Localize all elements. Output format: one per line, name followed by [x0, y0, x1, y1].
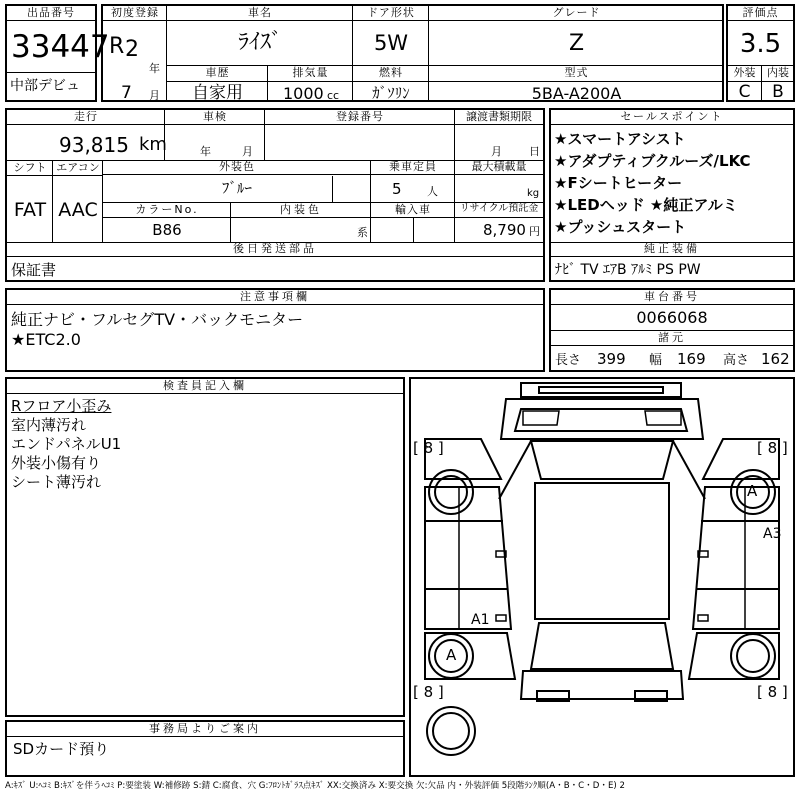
equipment-label: 純正装備: [551, 242, 793, 257]
chassis-box: [549, 288, 795, 372]
height-label: 高さ: [723, 353, 750, 368]
doc-day-unit: 日: [529, 145, 540, 158]
era: R: [109, 34, 125, 59]
capacity: 5: [392, 180, 402, 198]
interior-color-unit: 系: [357, 226, 368, 239]
model-label: 型式: [564, 66, 589, 79]
exterior-color: ﾌﾞﾙｰ: [221, 179, 252, 197]
notes-line: 純正ナビ・フルセグTV・バックモニター: [11, 310, 304, 329]
mileage-unit: km: [139, 134, 167, 155]
int-grade: B: [772, 82, 784, 102]
office-box: [5, 720, 405, 777]
year-unit: 年: [149, 62, 160, 75]
door-type: 5W: [373, 31, 409, 55]
car-name: ﾗｲｽﾞ: [237, 30, 282, 55]
import-label: 輸入車: [395, 203, 431, 216]
damage-mark: A3: [763, 526, 782, 542]
color-number: B86: [152, 221, 182, 239]
max-load-label: 最大積載量: [455, 160, 543, 175]
inspector-line: 室内薄汚れ: [11, 416, 87, 434]
capacity-label: 乗車定員: [371, 160, 455, 175]
lot-number-box: [5, 4, 110, 102]
mileage: 93,815: [59, 133, 129, 157]
int-grade-label: 内装: [767, 66, 789, 79]
inspection-year-unit: 年: [200, 145, 211, 158]
car-damage-diagram: [409, 377, 795, 777]
inspector-label: 検査員記入欄: [7, 379, 403, 394]
fuel: ｶﾞｿﾘﾝ: [372, 84, 410, 102]
recycle-unit: 円: [529, 225, 540, 238]
inspector-line: Rフロア小歪み: [11, 397, 112, 415]
sales-point-item: ★LEDヘッド ★純正アルミ: [554, 196, 738, 214]
notes-label: 注意事項欄: [7, 290, 543, 305]
notes-box: [5, 288, 545, 372]
door-label: ドア形状: [353, 6, 429, 21]
car-name-label: 車名: [167, 6, 353, 21]
header-main-box: [101, 4, 724, 102]
ext-grade: C: [738, 82, 751, 102]
car-outline-svg: [411, 379, 793, 775]
lot-number-label: 出品番号: [7, 6, 95, 21]
inspector-line: 外装小傷有り: [11, 454, 102, 472]
inspection-label: 車検: [165, 110, 265, 125]
damage-mark: A: [747, 482, 758, 500]
score: 3.5: [739, 29, 782, 59]
sales-point-item: ★スマートアシスト: [554, 130, 686, 148]
displacement-unit: cc: [327, 89, 340, 102]
height: 162: [761, 350, 790, 368]
damage-mark: A: [446, 646, 457, 664]
width: 169: [677, 350, 706, 368]
vehicle-detail-box: [5, 108, 545, 282]
ac-label: エアコン: [56, 161, 100, 174]
capacity-unit: 人: [427, 185, 438, 198]
doc-month-unit: 月: [491, 145, 502, 158]
model-code: 5BA-A200A: [531, 84, 622, 103]
tire-depth-front-left: [ 8 ]: [413, 439, 444, 457]
doc-period-label: 譲渡書類期限: [455, 110, 543, 125]
grade-label: グレード: [429, 6, 724, 21]
first-reg-label: 初度登録: [103, 6, 167, 21]
reg-no-label: 登録番号: [265, 110, 455, 125]
reg-year: 2: [125, 37, 139, 62]
recycle-fee: 8,790: [483, 221, 526, 239]
score-label: 評価点: [728, 6, 793, 21]
displacement-label: 排気量: [292, 66, 329, 79]
lot-number: 33447: [11, 29, 110, 65]
office-note: SDカード預り: [13, 740, 110, 758]
score-box: [726, 4, 795, 102]
sales-point-item: ★プッシュスタート: [554, 218, 687, 236]
fuel-label: 燃料: [379, 66, 403, 79]
history: 自家用: [192, 83, 243, 103]
displacement: 1000: [283, 84, 324, 103]
air-conditioner: AAC: [58, 199, 98, 221]
notes-line: ★ETC2.0: [11, 330, 81, 349]
reg-month: 7: [121, 83, 132, 103]
shift: FAT: [13, 199, 47, 221]
recycle-label: リサイクル預託金: [459, 203, 539, 214]
color-no-label: カラーNo.: [135, 203, 199, 216]
office-label: 事務局よりご案内: [7, 722, 403, 737]
later-parts-label: 後日発送部品: [7, 242, 543, 257]
inspector-line: シート薄汚れ: [11, 473, 102, 491]
chassis-label: 車台番号: [551, 290, 793, 305]
sales-points-label: セールスポイント: [551, 110, 793, 125]
chassis-number: 0066068: [636, 308, 708, 327]
interior-color-label: 内装色: [280, 203, 322, 216]
grade: Z: [568, 31, 585, 56]
sales-points-box: [549, 108, 795, 282]
sales-point-item: ★Fシートヒーター: [554, 174, 683, 192]
shift-label: シフト: [13, 161, 47, 174]
month-unit: 月: [149, 89, 160, 102]
exterior-color-label: 外装色: [103, 160, 371, 175]
mileage-label: 走行: [7, 110, 165, 125]
width-label: 幅: [649, 353, 663, 368]
tire-depth-rear-left: [ 8 ]: [413, 683, 444, 701]
length-label: 長さ: [555, 353, 582, 368]
later-parts: 保証書: [11, 261, 57, 279]
specs-label: 諸元: [551, 331, 793, 346]
equipment: ﾅﾋﾞ TV ｴｱB ｱﾙﾐ PS PW: [555, 262, 701, 278]
length: 399: [597, 350, 626, 368]
debut-label: 中部デビュ: [10, 78, 80, 94]
ext-grade-label: 外装: [733, 66, 756, 79]
inspection-month-unit: 月: [242, 145, 253, 158]
inspector-box: [5, 377, 405, 717]
load-unit: kg: [527, 188, 540, 199]
history-label: 車歴: [205, 66, 230, 79]
inspector-line: エンドパネルU1: [11, 435, 122, 453]
damage-mark: A1: [471, 612, 490, 628]
tire-depth-front-right: [ 8 ]: [757, 439, 788, 457]
tire-depth-rear-right: [ 8 ]: [757, 683, 788, 701]
legend-footer: A:ｷｽﾞ U:ﾍｺﾐ B:ｷｽﾞを伴うﾍｺﾐ P:要塗装 W:補修跡 S:錆 C:腐食、穴 G:ﾌﾛﾝﾄｶﾞﾗｽ点ｷｽﾞ XX:交換済み X:要交換 欠:欠品 内・外装評価 5段階ﾗﾝｸ順(A・B・C・D・E) 2: [5, 781, 625, 791]
sales-point-item: ★アダプティブクルーズ/LKC: [554, 152, 751, 170]
